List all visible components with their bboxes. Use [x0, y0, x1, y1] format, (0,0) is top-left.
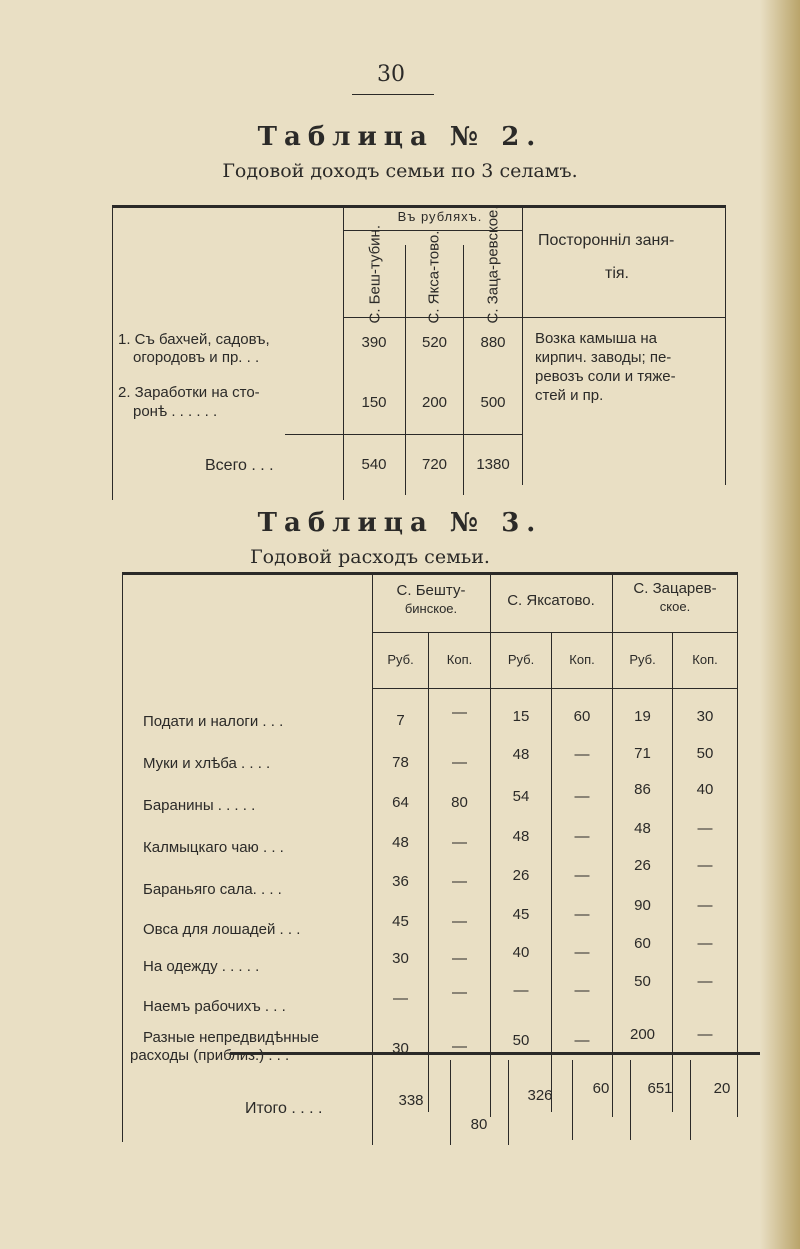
t3-cell: — — [574, 867, 590, 884]
t3-cell: 48 — [512, 746, 530, 763]
t3-cell: — — [574, 906, 590, 923]
t3-cell: — — [452, 950, 467, 967]
t2-col-rule — [343, 205, 344, 500]
t3-village-3: С. Зацарев- — [633, 580, 717, 597]
t3-total-rule-v — [450, 1060, 451, 1145]
t3-row-label: расходы (приблиз.) . . . — [130, 1047, 290, 1064]
t3-cell: 26 — [634, 857, 651, 874]
t3-kop-header: Коп. — [692, 652, 718, 667]
t3-cell: 40 — [696, 781, 714, 798]
t3-cell: — — [697, 973, 713, 990]
t2-village-1: С. Беш-тубин. — [366, 224, 384, 324]
t3-kop-header: Коп. — [569, 652, 595, 667]
t3-cell: — — [574, 746, 590, 763]
t2-outside-note: стей и пр. — [535, 387, 604, 404]
t3-total-rule-v — [690, 1060, 691, 1140]
t2-village-2: С. Якса-тово. — [425, 230, 443, 324]
t3-total: 20 — [713, 1080, 731, 1097]
t3-row-label: Муки и хлѣба . . . . — [143, 755, 271, 772]
page-number-rule — [352, 94, 434, 95]
t2-col-rule — [522, 205, 523, 485]
t2-header-rule — [343, 317, 725, 318]
table2-title: Таблица № 2. — [257, 122, 543, 152]
t2-rubles-header: Въ рубляхъ. — [397, 209, 483, 224]
t3-cell: 30 — [392, 1040, 409, 1057]
t3-col-rule — [372, 572, 373, 1114]
t3-village-1: бинское. — [404, 601, 458, 616]
t3-cell: — — [697, 820, 713, 837]
t2-cell: 200 — [421, 394, 448, 411]
t3-rub-header: Руб. — [629, 652, 656, 667]
t3-cell: 45 — [512, 906, 530, 923]
t3-total: 80 — [470, 1116, 488, 1133]
table3-subtitle: Годовой расходъ семьи. — [250, 546, 490, 568]
t3-cell: 19 — [634, 708, 651, 725]
t3-cell: — — [574, 944, 590, 961]
t2-outside-note: Возка камыша на — [535, 330, 657, 347]
t2-cell: 520 — [421, 334, 448, 351]
t2-outside-header: тія. — [605, 265, 629, 282]
t3-cell: 15 — [512, 708, 530, 725]
t3-total-rule-v — [372, 1060, 373, 1145]
t3-cell: — — [452, 984, 467, 1001]
t3-col-rule — [428, 632, 429, 1112]
t3-cell: 40 — [512, 944, 530, 961]
t2-row-label: 1. Съ бахчей, садовъ, — [118, 331, 270, 348]
t3-cell: 54 — [512, 788, 530, 805]
t3-row-label: Бараньяго сала. . . . — [143, 881, 282, 898]
t3-cell: 36 — [392, 873, 409, 890]
t3-rub-header: Руб. — [507, 652, 535, 667]
t3-cell: — — [574, 828, 590, 845]
t2-total-rule — [285, 434, 522, 435]
t2-total: 720 — [421, 456, 448, 473]
t3-row-label: Разные непредвидѣнные — [143, 1029, 319, 1046]
t2-left-rule — [112, 205, 113, 500]
t2-outside-header: Посторонніл заня- — [538, 232, 675, 249]
t3-header-rule — [372, 688, 737, 689]
t3-cell: 26 — [512, 867, 530, 884]
t3-cell: — — [574, 982, 590, 999]
t3-cell: 48 — [512, 828, 530, 845]
t3-cell: — — [697, 935, 713, 952]
t3-village-rule — [372, 632, 737, 633]
t2-right-rule — [725, 205, 726, 485]
t2-cell: 500 — [480, 394, 506, 411]
page-number: 30 — [377, 62, 405, 87]
t3-village-1: С. Бешту- — [396, 582, 466, 599]
t3-cell: — — [452, 754, 467, 771]
t3-cell: — — [697, 897, 713, 914]
t3-cell: 50 — [512, 1032, 530, 1049]
t2-col-rule — [463, 245, 464, 495]
t2-village-3: С. Заца-ревское. — [484, 205, 502, 324]
t2-cell: 880 — [480, 334, 506, 351]
t3-right-rule — [737, 572, 738, 1117]
table3-title: Таблица № 3. — [257, 508, 543, 538]
t3-col-rule — [490, 572, 491, 1117]
t3-cell: — — [574, 1032, 590, 1049]
t3-cell: 30 — [696, 708, 714, 725]
t2-total-label: Всего . . . — [205, 457, 274, 474]
t3-cell: 30 — [392, 950, 409, 967]
t3-row-label: Наемъ рабочихъ . . . — [143, 998, 286, 1015]
t2-row-label: огородовъ и пр. . . — [133, 349, 260, 366]
t3-total: 326 — [527, 1087, 553, 1104]
t3-cell: — — [452, 834, 467, 851]
t3-cell: 7 — [396, 712, 405, 729]
t3-left-rule — [122, 572, 123, 1142]
t3-row-label: На одежду . . . . . — [143, 958, 260, 975]
t2-cell: 390 — [361, 334, 387, 351]
t3-village-3: ское. — [659, 599, 691, 614]
t3-row-label: Овса для лошадей . . . — [143, 921, 301, 938]
t2-col-rule — [405, 245, 406, 495]
t3-cell: — — [513, 982, 529, 999]
page-edge-shadow — [760, 0, 800, 1249]
t2-outside-note: кирпич. заводы; пе- — [535, 349, 672, 366]
t3-total: 338 — [398, 1092, 424, 1109]
t3-cell: — — [452, 873, 467, 890]
t3-cell: — — [697, 857, 713, 874]
t3-cell: 48 — [634, 820, 651, 837]
t3-cell: 50 — [696, 745, 714, 762]
t3-cell: — — [393, 990, 408, 1007]
t3-cell: — — [452, 1038, 467, 1055]
t3-cell: 45 — [392, 913, 409, 930]
t3-cell: — — [452, 913, 467, 930]
t2-cell: 150 — [361, 394, 387, 411]
t3-row-label: Подати и налоги . . . — [143, 713, 284, 730]
t2-row-label: 2. Заработки на сто- — [118, 384, 260, 401]
t2-row-label: ронѣ . . . . . . — [133, 403, 218, 420]
t3-cell: 90 — [634, 897, 651, 914]
t2-total: 540 — [361, 456, 387, 473]
t3-col-rule — [612, 572, 613, 1117]
t3-cell: 60 — [573, 708, 591, 725]
t3-total-label: Итого . . . . — [245, 1100, 323, 1117]
t3-col-rule — [551, 632, 552, 1112]
t3-cell: 71 — [634, 745, 651, 762]
t3-rub-header: Руб. — [387, 652, 414, 667]
t2-top-rule — [112, 205, 725, 208]
t3-total-rule — [230, 1052, 760, 1055]
t3-village-2: С. Яксатово. — [507, 592, 595, 609]
t3-row-label: Баранины . . . . . — [143, 797, 256, 814]
t3-cell: 86 — [634, 781, 651, 798]
t3-total-rule-v — [508, 1060, 509, 1145]
t3-col-rule — [672, 632, 673, 1112]
t3-kop-header: Коп. — [446, 652, 473, 667]
t3-cell: — — [697, 1026, 713, 1043]
t3-cell: 48 — [392, 834, 409, 851]
t3-total-rule-v — [630, 1060, 631, 1140]
t3-cell: 80 — [451, 794, 468, 811]
t2-outside-note: ревозъ соли и тяже- — [535, 368, 676, 385]
t3-cell: 50 — [634, 973, 651, 990]
t3-cell: 60 — [634, 935, 651, 952]
t3-top-rule — [122, 572, 737, 575]
t3-total: 651 — [647, 1080, 673, 1097]
t3-cell: 78 — [392, 754, 409, 771]
t3-cell: 200 — [629, 1026, 656, 1043]
table2-subtitle: Годовой доходъ семьи по 3 селамъ. — [222, 160, 578, 182]
t3-cell: — — [574, 788, 590, 805]
t3-total-rule-v — [572, 1060, 573, 1140]
t3-row-label: Калмыцкаго чаю . . . — [143, 839, 284, 856]
t3-cell: 64 — [392, 794, 409, 811]
t2-total: 1380 — [476, 456, 510, 473]
t3-total: 60 — [592, 1080, 610, 1097]
t3-cell: — — [452, 704, 467, 721]
